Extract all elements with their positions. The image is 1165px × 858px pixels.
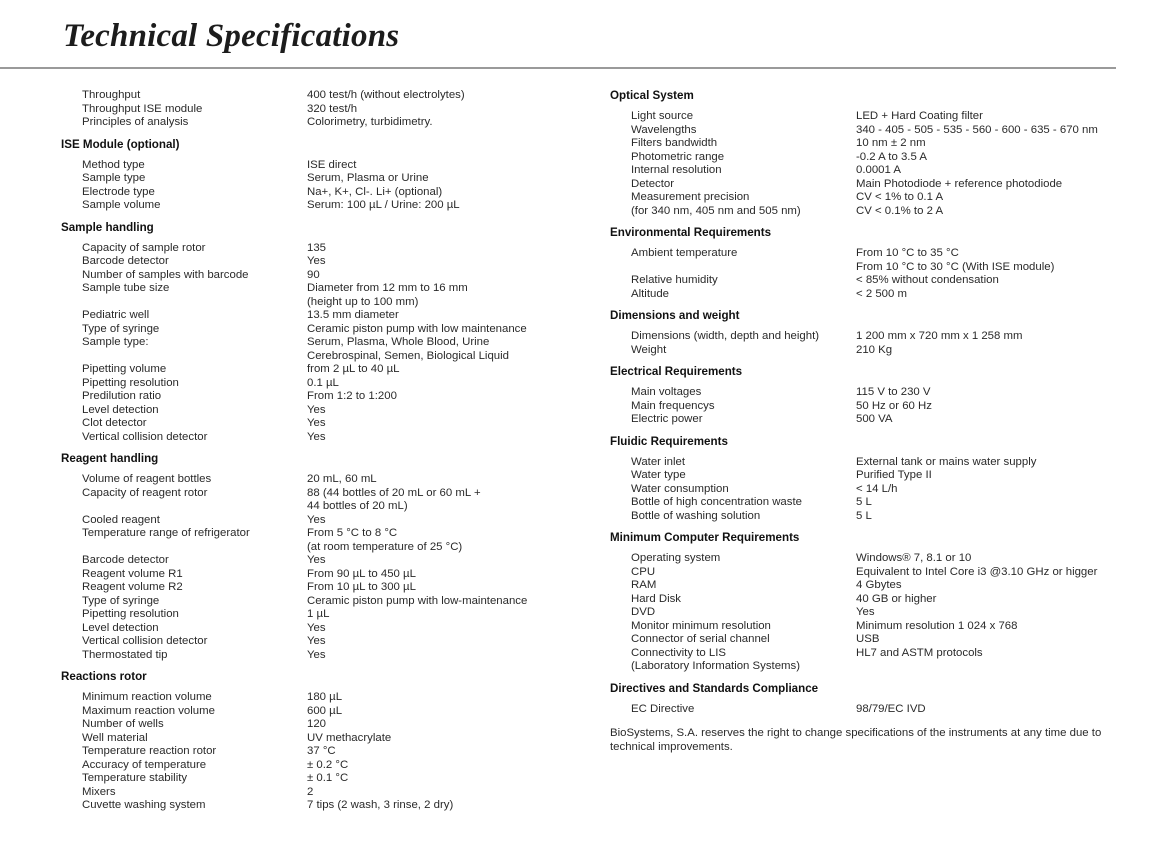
spec-label: Pipetting volume [82,363,167,375]
spec-value: 600 µL [307,704,343,717]
spec-label: Sample type [82,172,146,184]
spec-row [61,89,581,103]
spec-value: Main Photodiode + reference photodiode [856,177,1063,190]
spec-row [61,242,581,256]
spec-label: Principles of analysis [82,116,189,128]
spec-value: 1 200 mm x 720 mm x 1 258 mm [856,330,1023,342]
spec-label: Electric power [631,413,703,425]
spec-label: Bottle of washing solution [631,509,761,522]
spec-label: Reagent volume R2 [82,581,183,593]
spec-value: UV methacrylate [307,731,392,744]
spec-row [61,172,581,186]
spec-label: Temperature stability [82,772,188,784]
spec-label: RAM [631,579,657,591]
spec-label: (Laboratory Information Systems) [631,660,801,672]
spec-value: 500 VA [856,413,893,425]
spec-section [610,435,1125,524]
spec-label: Vertical collision detector [82,635,208,647]
spec-label: Internal resolution [631,164,722,176]
spec-value: 44 bottles of 20 mL) [307,500,408,512]
spec-label: Wavelengths [631,123,697,136]
spec-value: 20 mL, 60 mL [307,473,377,485]
spec-value: Purified Type II [856,469,932,481]
spec-label: CPU [631,565,656,578]
spec-value: ISE direct [307,158,357,171]
spec-row [61,309,581,323]
spec-label: Level detection [82,403,159,416]
spec-label: Water inlet [631,455,686,468]
spec-label [610,261,856,275]
spec-row [61,255,581,269]
spec-label: Cooled reagent [82,513,160,526]
spec-value: -0.2 A to 3.5 A [856,150,927,163]
spec-row [610,274,1125,288]
spec-label: Dimensions (width, depth and height) [631,330,820,342]
spec-row [61,103,581,117]
spec-label: Accuracy of temperature [82,758,207,771]
spec-row [610,483,1125,497]
spec-value: 0.0001 A [856,164,901,176]
spec-value: From 5 °C to 8 °C [307,527,398,539]
spec-label: Sample volume [82,199,161,211]
spec-row [610,137,1125,151]
spec-row [610,413,1125,427]
spec-label: Relative humidity [631,274,718,286]
spec-row [610,552,1125,566]
spec-row [610,579,1125,593]
spec-section [610,531,1125,674]
spec-value: Yes [307,554,326,566]
spec-value: 180 µL [307,691,343,703]
spec-value: Equivalent to Intel Core i3 @3.10 GHz or higger [856,565,1098,578]
spec-row [610,205,1125,219]
spec-row [61,541,581,555]
spec-label: Capacity of reagent rotor [82,486,208,499]
spec-label: Clot detector [82,417,147,429]
section-heading: Dimensions and weight [610,309,740,322]
spec-value: 400 test/h (without electrolytes) [307,89,465,101]
spec-value: Minimum resolution 1 024 x 768 [856,619,1018,632]
spec-row [61,649,581,663]
spec-row [610,386,1125,400]
spec-label: Water consumption [631,482,729,495]
intro-block [61,89,581,130]
spec-row [610,647,1125,661]
spec-value: < 2 500 m [856,287,907,300]
spec-value: 2 [307,785,314,798]
spec-value: 90 [307,268,320,281]
section-heading: ISE Module (optional) [61,137,180,151]
spec-value: 1 µL [307,608,330,620]
spec-row [61,363,581,377]
spec-row [610,261,1125,275]
spec-section [61,138,581,213]
spec-row [61,336,581,350]
spec-row [61,705,581,719]
spec-label: Reagent volume R1 [82,567,183,580]
spec-value: 0.1 µL [307,376,339,389]
section-heading: Reagent handling [61,452,159,465]
spec-label: Connectivity to LIS [631,646,726,659]
spec-value: 10 nm ± 2 nm [856,137,926,149]
spec-row [61,431,581,445]
page-title: Technical Specifications [63,18,400,54]
spec-value: HL7 and ASTM protocols [856,646,983,659]
left-column [61,89,581,813]
spec-label: Throughput ISE module [82,102,203,115]
spec-value: 50 Hz or 60 Hz [856,399,932,412]
spec-value: (height up to 100 mm) [307,295,419,308]
spec-row [610,456,1125,470]
spec-value: 5 L [856,509,872,522]
spec-label: EC Directive [631,702,695,715]
spec-label: Ambient temperature [631,247,738,259]
spec-label: Electrode type [82,185,155,198]
spec-label: Filters bandwidth [631,137,718,149]
spec-row [61,745,581,759]
spec-value: Cerebrospinal, Semen, Biological Liquid [307,349,509,362]
spec-value: Colorimetry, turbidimetry. [307,116,433,128]
spec-value: < 85% without condensation [856,274,999,286]
spec-label: Monitor minimum resolution [631,619,771,632]
spec-row [61,554,581,568]
spec-value: From 10 µL to 300 µL [307,581,416,593]
spec-value: from 2 µL to 40 µL [307,363,400,375]
section-heading: Environmental Requirements [610,226,772,239]
spec-row [610,247,1125,261]
spec-row [610,620,1125,634]
spec-row [61,473,581,487]
spec-row [610,151,1125,165]
spec-row [61,622,581,636]
spec-value: Ceramic piston pump with low maintenance [307,322,527,335]
spec-section [61,670,581,813]
spec-row [610,496,1125,510]
spec-label: Operating system [631,552,721,564]
spec-value: 7 tips (2 wash, 3 rinse, 2 dry) [307,799,454,811]
right-column [610,89,1125,754]
spec-label: Predilution ratio [82,390,162,402]
spec-value: CV < 1% to 0.1 A [856,191,944,203]
spec-label: Type of syringe [82,322,160,335]
spec-value: From 90 µL to 450 µL [307,567,416,580]
spec-label: Detector [631,177,675,190]
spec-row [61,595,581,609]
title-divider [0,67,1116,69]
spec-value: 13.5 mm diameter [307,309,399,321]
spec-label: Barcode detector [82,255,169,267]
spec-value: 5 L [856,496,872,508]
spec-row [61,404,581,418]
spec-value: Windows® 7, 8.1 or 10 [856,552,972,564]
spec-label [61,500,307,514]
spec-value: Serum: 100 µL / Urine: 200 µL [307,199,460,211]
spec-value: 88 (44 bottles of 20 mL or 60 mL + [307,486,481,499]
spec-row [61,759,581,773]
spec-row [610,633,1125,647]
spec-section [610,309,1125,357]
spec-value: 320 test/h [307,102,358,115]
spec-row [610,566,1125,580]
spec-label: Weight [631,343,667,356]
spec-row [610,344,1125,358]
spec-row [61,527,581,541]
spec-row [61,691,581,705]
spec-label [61,296,307,310]
spec-row [61,350,581,364]
spec-value: From 10 °C to 35 °C [856,247,959,259]
spec-label: Maximum reaction volume [82,704,215,717]
spec-value: 210 Kg [856,343,893,356]
spec-section [610,365,1125,427]
spec-value: Na+, K+, Cl-. Li+ (optional) [307,185,443,198]
spec-row [61,500,581,514]
spec-value: Yes [307,255,326,267]
section-heading: Optical System [610,89,694,102]
spec-value: (at room temperature of 25 °C) [307,540,463,553]
spec-label: Main frequencys [631,399,715,412]
spec-value: 4 Gbytes [856,579,902,591]
spec-row [61,417,581,431]
spec-section [610,89,1125,218]
spec-row [61,581,581,595]
spec-label: Light source [631,110,694,122]
spec-value: 120 [307,718,327,730]
spec-row [61,296,581,310]
spec-row [610,593,1125,607]
spec-label: Minimum reaction volume [82,691,212,703]
spec-label: Vertical collision detector [82,430,208,443]
spec-row [61,635,581,649]
spec-label: Hard Disk [631,592,682,605]
spec-label: Pediatric well [82,309,150,321]
spec-value: Diameter from 12 mm to 16 mm [307,282,468,294]
spec-row [61,159,581,173]
spec-label: Temperature reaction rotor [82,745,217,757]
spec-row [610,400,1125,414]
spec-value: 340 - 405 - 505 - 535 - 560 - 600 - 635 - 670 nm [856,123,1098,136]
spec-label: Sample tube size [82,282,170,294]
section-heading: Directives and Standards Compliance [610,681,819,695]
spec-label: Temperature range of refrigerator [82,527,250,539]
section-heading: Minimum Computer Requirements [610,531,800,544]
spec-row [61,608,581,622]
spec-row [610,703,1125,717]
spec-row [610,110,1125,124]
spec-row [610,606,1125,620]
spec-section [610,682,1125,717]
spec-row [61,718,581,732]
spec-row [61,282,581,296]
spec-value: Yes [307,648,326,661]
spec-value: 37 °C [307,745,336,757]
spec-row [61,786,581,800]
spec-section [610,226,1125,301]
spec-value: ± 0.1 °C [307,772,349,784]
spec-value: 135 [307,241,327,254]
spec-label: Altitude [631,287,669,300]
spec-value: External tank or mains water supply [856,455,1037,468]
spec-section [61,452,581,662]
spec-label: (for 340 nm, 405 nm and 505 nm) [631,204,801,217]
spec-label: Cuvette washing system [82,799,206,811]
spec-row [61,377,581,391]
spec-label: Main voltages [631,386,702,398]
spec-row [610,288,1125,302]
spec-row [61,772,581,786]
spec-label: Level detection [82,621,159,634]
section-heading: Electrical Requirements [610,365,743,378]
spec-row [610,510,1125,524]
spec-label: Connector of serial channel [631,633,770,645]
spec-value: Yes [307,430,326,443]
spec-row [610,124,1125,138]
spec-value: From 10 °C to 30 °C (With ISE module) [856,260,1055,273]
spec-label: Pipetting resolution [82,608,179,620]
spec-label: Throughput [82,89,141,101]
spec-row [610,330,1125,344]
spec-value: Yes [307,513,326,526]
spec-row [61,390,581,404]
spec-value: From 1:2 to 1:200 [307,390,397,402]
spec-label [61,350,307,364]
spec-section [61,221,581,445]
spec-label: Barcode detector [82,554,169,566]
spec-value: USB [856,633,880,645]
spec-row [61,323,581,337]
spec-label: Sample type: [82,336,149,348]
spec-label: Mixers [82,785,116,798]
spec-label: Type of syringe [82,594,160,607]
disclaimer-note: BioSystems, S.A. reserves the right to change specifications of the instruments at any time due to technical improvements. [610,727,1102,753]
spec-row [61,269,581,283]
spec-label: DVD [631,606,656,618]
spec-value: Yes [307,635,326,647]
spec-row [610,191,1125,205]
spec-label: Bottle of high concentration waste [631,496,802,508]
spec-value: Serum, Plasma or Urine [307,172,429,184]
section-heading: Fluidic Requirements [610,434,728,448]
spec-row [61,116,581,130]
spec-row [61,514,581,528]
spec-row [61,186,581,200]
spec-row [610,469,1125,483]
spec-value: 40 GB or higher [856,592,937,605]
spec-row [61,799,581,813]
spec-value: Yes [307,621,326,634]
spec-label: Thermostated tip [82,648,168,661]
spec-value: Yes [307,417,326,429]
spec-value: CV < 0.1% to 2 A [856,204,944,217]
spec-label: Pipetting resolution [82,376,179,389]
spec-label: Method type [82,158,145,171]
spec-label: Number of samples with barcode [82,268,249,281]
spec-row [61,199,581,213]
spec-row [610,660,1125,674]
spec-row [61,732,581,746]
spec-label [61,541,307,555]
spec-value [856,660,1125,674]
spec-value: LED + Hard Coating filter [856,110,983,122]
spec-row [61,568,581,582]
spec-label: Water type [631,469,686,481]
spec-value: 115 V to 230 V [856,386,931,398]
spec-value: < 14 L/h [856,482,898,495]
spec-value: ± 0.2 °C [307,758,349,771]
spec-value: Yes [307,403,326,416]
spec-row [610,164,1125,178]
spec-label: Volume of reagent bottles [82,473,212,485]
spec-value: Yes [856,606,875,618]
spec-value: 98/79/EC IVD [856,702,926,715]
spec-label: Capacity of sample rotor [82,241,206,254]
spec-label: Photometric range [631,150,725,163]
section-heading: Sample handling [61,220,154,234]
section-heading: Reactions rotor [61,670,147,683]
spec-value: Serum, Plasma, Whole Blood, Urine [307,336,490,348]
spec-label: Number of wells [82,718,164,730]
spec-value: Ceramic piston pump with low-maintenance [307,594,528,607]
spec-row [61,487,581,501]
spec-label: Measurement precision [631,191,750,203]
spec-label: Well material [82,731,148,744]
spec-row [610,178,1125,192]
